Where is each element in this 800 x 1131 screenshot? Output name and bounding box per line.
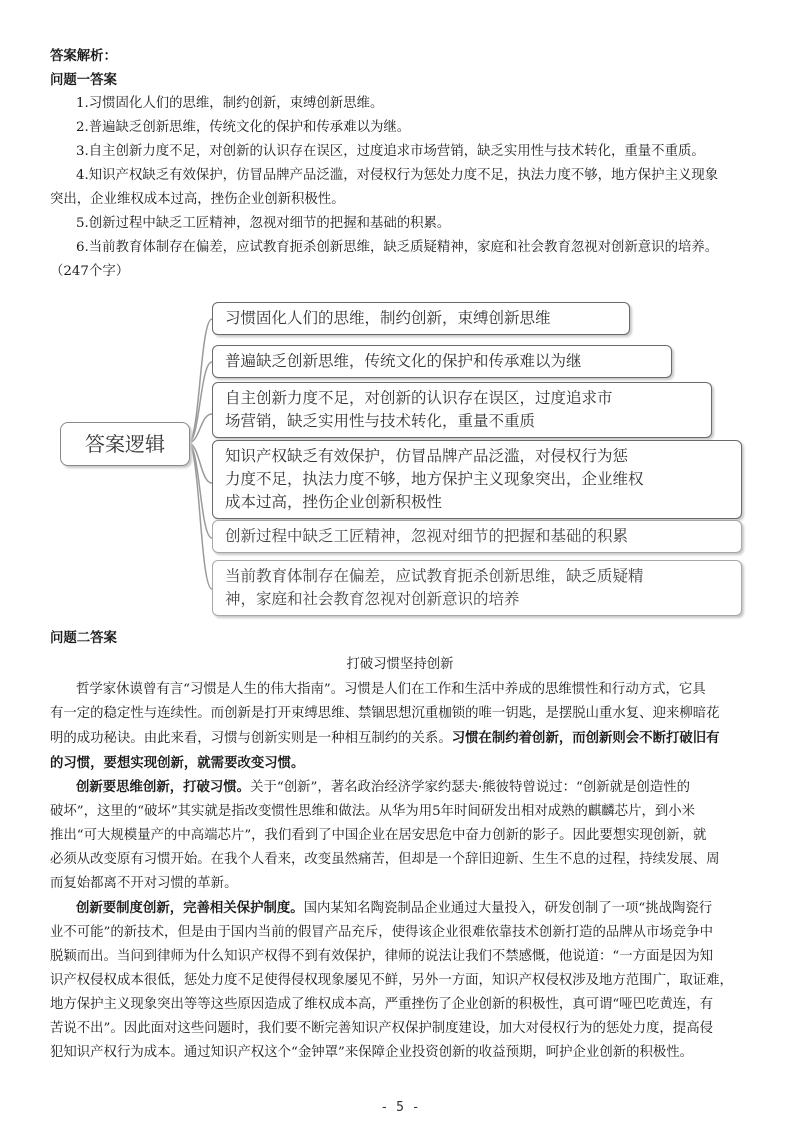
heading-answer-analysis: 答案解析：: [50, 48, 117, 64]
mindmap-branch-5: [212, 520, 742, 553]
page-number: - 5 -: [380, 1100, 420, 1115]
p3-line-1-text: 国内某知名陶瓷制品企业通过大量投入，研发创制了一项“挑战陶瓷行: [303, 901, 713, 916]
branch-4-line-3: 成本过高，挫伤企业创新积极性: [225, 493, 443, 511]
p3-line-3: 脱颖而出。当问到律师为什么知识产权得不到有效保护，律师的说法让我们不禁感慨，他说道：“一方面是因为知: [50, 949, 713, 964]
section-answers: [50, 44, 762, 284]
mindmap-branch-4: [212, 440, 742, 519]
p3-line-5: 地方保护主义现象突出等等这些原因造成了维权成本高，严重挫伤了企业创新的积极性，真可谓“哑巴吃黄连，有: [50, 997, 713, 1012]
p1-line-4: 的习惯，要想实现创新，就需要改变习惯。: [50, 755, 305, 771]
heading-question-2: 问题二答案: [50, 630, 117, 646]
mindmap-branch-3: [212, 382, 712, 438]
p2-lead: 创新要思维创新，打破习惯。: [76, 779, 251, 795]
answer-item-6: 6.当前教育体制存在偏差，应试教育扼杀创新思维，缺乏质疑精神，家庭和社会教育忽视对创新意识的培养。: [76, 240, 719, 255]
p2-line-1: [50, 775, 762, 800]
answer-item-1: 1.习惯固化人们的思维，制约创新，束缚创新思维。: [76, 96, 384, 111]
essay-title: 打破习惯坚持创新: [346, 657, 454, 672]
p2-line-5: 而复始都离不开对习惯的革新。: [50, 876, 238, 891]
answer-item-4: 4.知识产权缺乏有效保护，仿冒品牌产品泛滥，对侵权行为惩处力度不足，执法力度不够，地方保护主义现象: [76, 168, 719, 183]
mindmap-root: 答案逻辑: [60, 422, 190, 466]
branch-3-line-2: 场营销，缺乏实用性与技术转化，重量不重质: [225, 412, 536, 430]
p2-line-1-text: 关于“创新”，著名政治经济学家约瑟夫·熊彼特曾说过：“创新就是创造性的: [250, 780, 690, 795]
answer-item-2: 2.普遍缺乏创新思维，传统文化的保护和传承难以为继。: [76, 120, 411, 135]
p3-line-1: [50, 896, 762, 921]
branch-5-line-1: 创新过程中缺乏工匠精神，忽视对细节的把握和基础的积累: [225, 527, 629, 545]
answer-item-4-cont: 突出，企业维权成本过高，挫伤企业创新积极性。: [50, 192, 345, 207]
answer-item-5: 5.创新过程中缺乏工匠精神，忽视对细节的把握和基础的积累。: [76, 216, 451, 231]
branch-3-line-1: 自主创新力度不足，对创新的认识存在误区，过度追求市: [225, 389, 613, 407]
mindmap-branch-2: [212, 345, 672, 378]
heading-question-1: 问题一答案: [50, 72, 117, 88]
section-question-2: [50, 626, 762, 650]
p3-line-7: 犯知识产权行为成本。通过知识产权这个“金钟罩”来保障企业投资创新的收益预期，呵护企业创新的积极性。: [50, 1045, 694, 1060]
branch-2-line-1: 普遍缺乏创新思维，传统文化的保护和传承难以为继: [225, 352, 582, 370]
p1-line-1: 哲学家休谟曾有言“习惯是人生的伟大指南”。习惯是人们在工作和生活中养成的思维惯性和行动方式，它具: [76, 682, 706, 697]
p2-line-2: 破坏”，这里的“破坏”其实就是指改变惯性思维和做法。从华为用5年时间研发出相对成熟的麒麟芯片，到小米: [50, 804, 696, 819]
p1-line-2: 有一定的稳定性与连续性。而创新是打开束缚思维、禁锢思想沉重枷锁的唯一钥匙，是摆脱山重水复、迎来柳暗花: [50, 706, 720, 721]
word-count: （247个字）: [50, 264, 130, 279]
p1-line-3-text: 明的成功秘诀。由此来看，习惯与创新实则是一种相互制约的关系。: [50, 731, 452, 746]
branch-6-line-2: 神，家庭和社会教育忽视对创新意识的培养: [225, 590, 520, 608]
branch-1-line-1: 习惯固化人们的思维，制约创新，束缚创新思维: [225, 309, 551, 327]
answer-item-3: 3.自主创新力度不足，对创新的认识存在误区，过度追求市场营销，缺乏实用性与技术转化，重量不重质。: [76, 144, 705, 159]
p1-line-3: [50, 726, 762, 751]
p3-line-4: 识产权侵权成本很低，惩处力度不足使得侵权现象屡见不鲜，另外一方面，知识产权侵权涉及地方范围广，取证难，: [50, 973, 733, 988]
mindmap-branch-1: [212, 302, 630, 335]
p3-lead: 创新要制度创新，完善相关保护制度。: [76, 900, 304, 916]
p1-line-3-bold: 习惯在制约着创新，而创新则会不断打破旧有: [451, 730, 720, 746]
branch-6-line-1: 当前教育体制存在偏差，应试教育扼杀创新思维，缺乏质疑精: [225, 567, 644, 585]
essay-body: [50, 678, 762, 1065]
p3-line-2: 业不可能”的新技术，但是由于国内当前的假冒产品充斥，使得该企业很难依靠技术创新打造的品牌从市场竞争中: [50, 925, 713, 940]
connector-branch-1: [188, 319, 212, 443]
p3-line-6: 苦说不出”。因此面对这些问题时，我们要不断完善知识产权保护制度建设，加大对侵权行为的惩处力度，提高侵: [50, 1021, 713, 1036]
branch-4-line-1: 知识产权缺乏有效保护，仿冒品牌产品泛滥，对侵权行为惩: [225, 447, 629, 465]
p2-line-3: 推出“可大规模量产的中高端芯片”，我们看到了中国企业在居安思危中奋力创新的影子。因此要想实现创新，就: [50, 828, 707, 843]
p2-line-4: 必须从改变原有习惯开始。在我个人看来，改变虽然痛苦，但却是一个辞旧迎新、生生不息的过程，持续发展、周: [50, 852, 720, 867]
branch-4-line-2: 力度不足，执法力度不够，地方保护主义现象突出，企业维权: [225, 470, 644, 488]
mindmap-branch-6: [212, 560, 742, 616]
answer-logic-mindmap: [55, 292, 755, 620]
